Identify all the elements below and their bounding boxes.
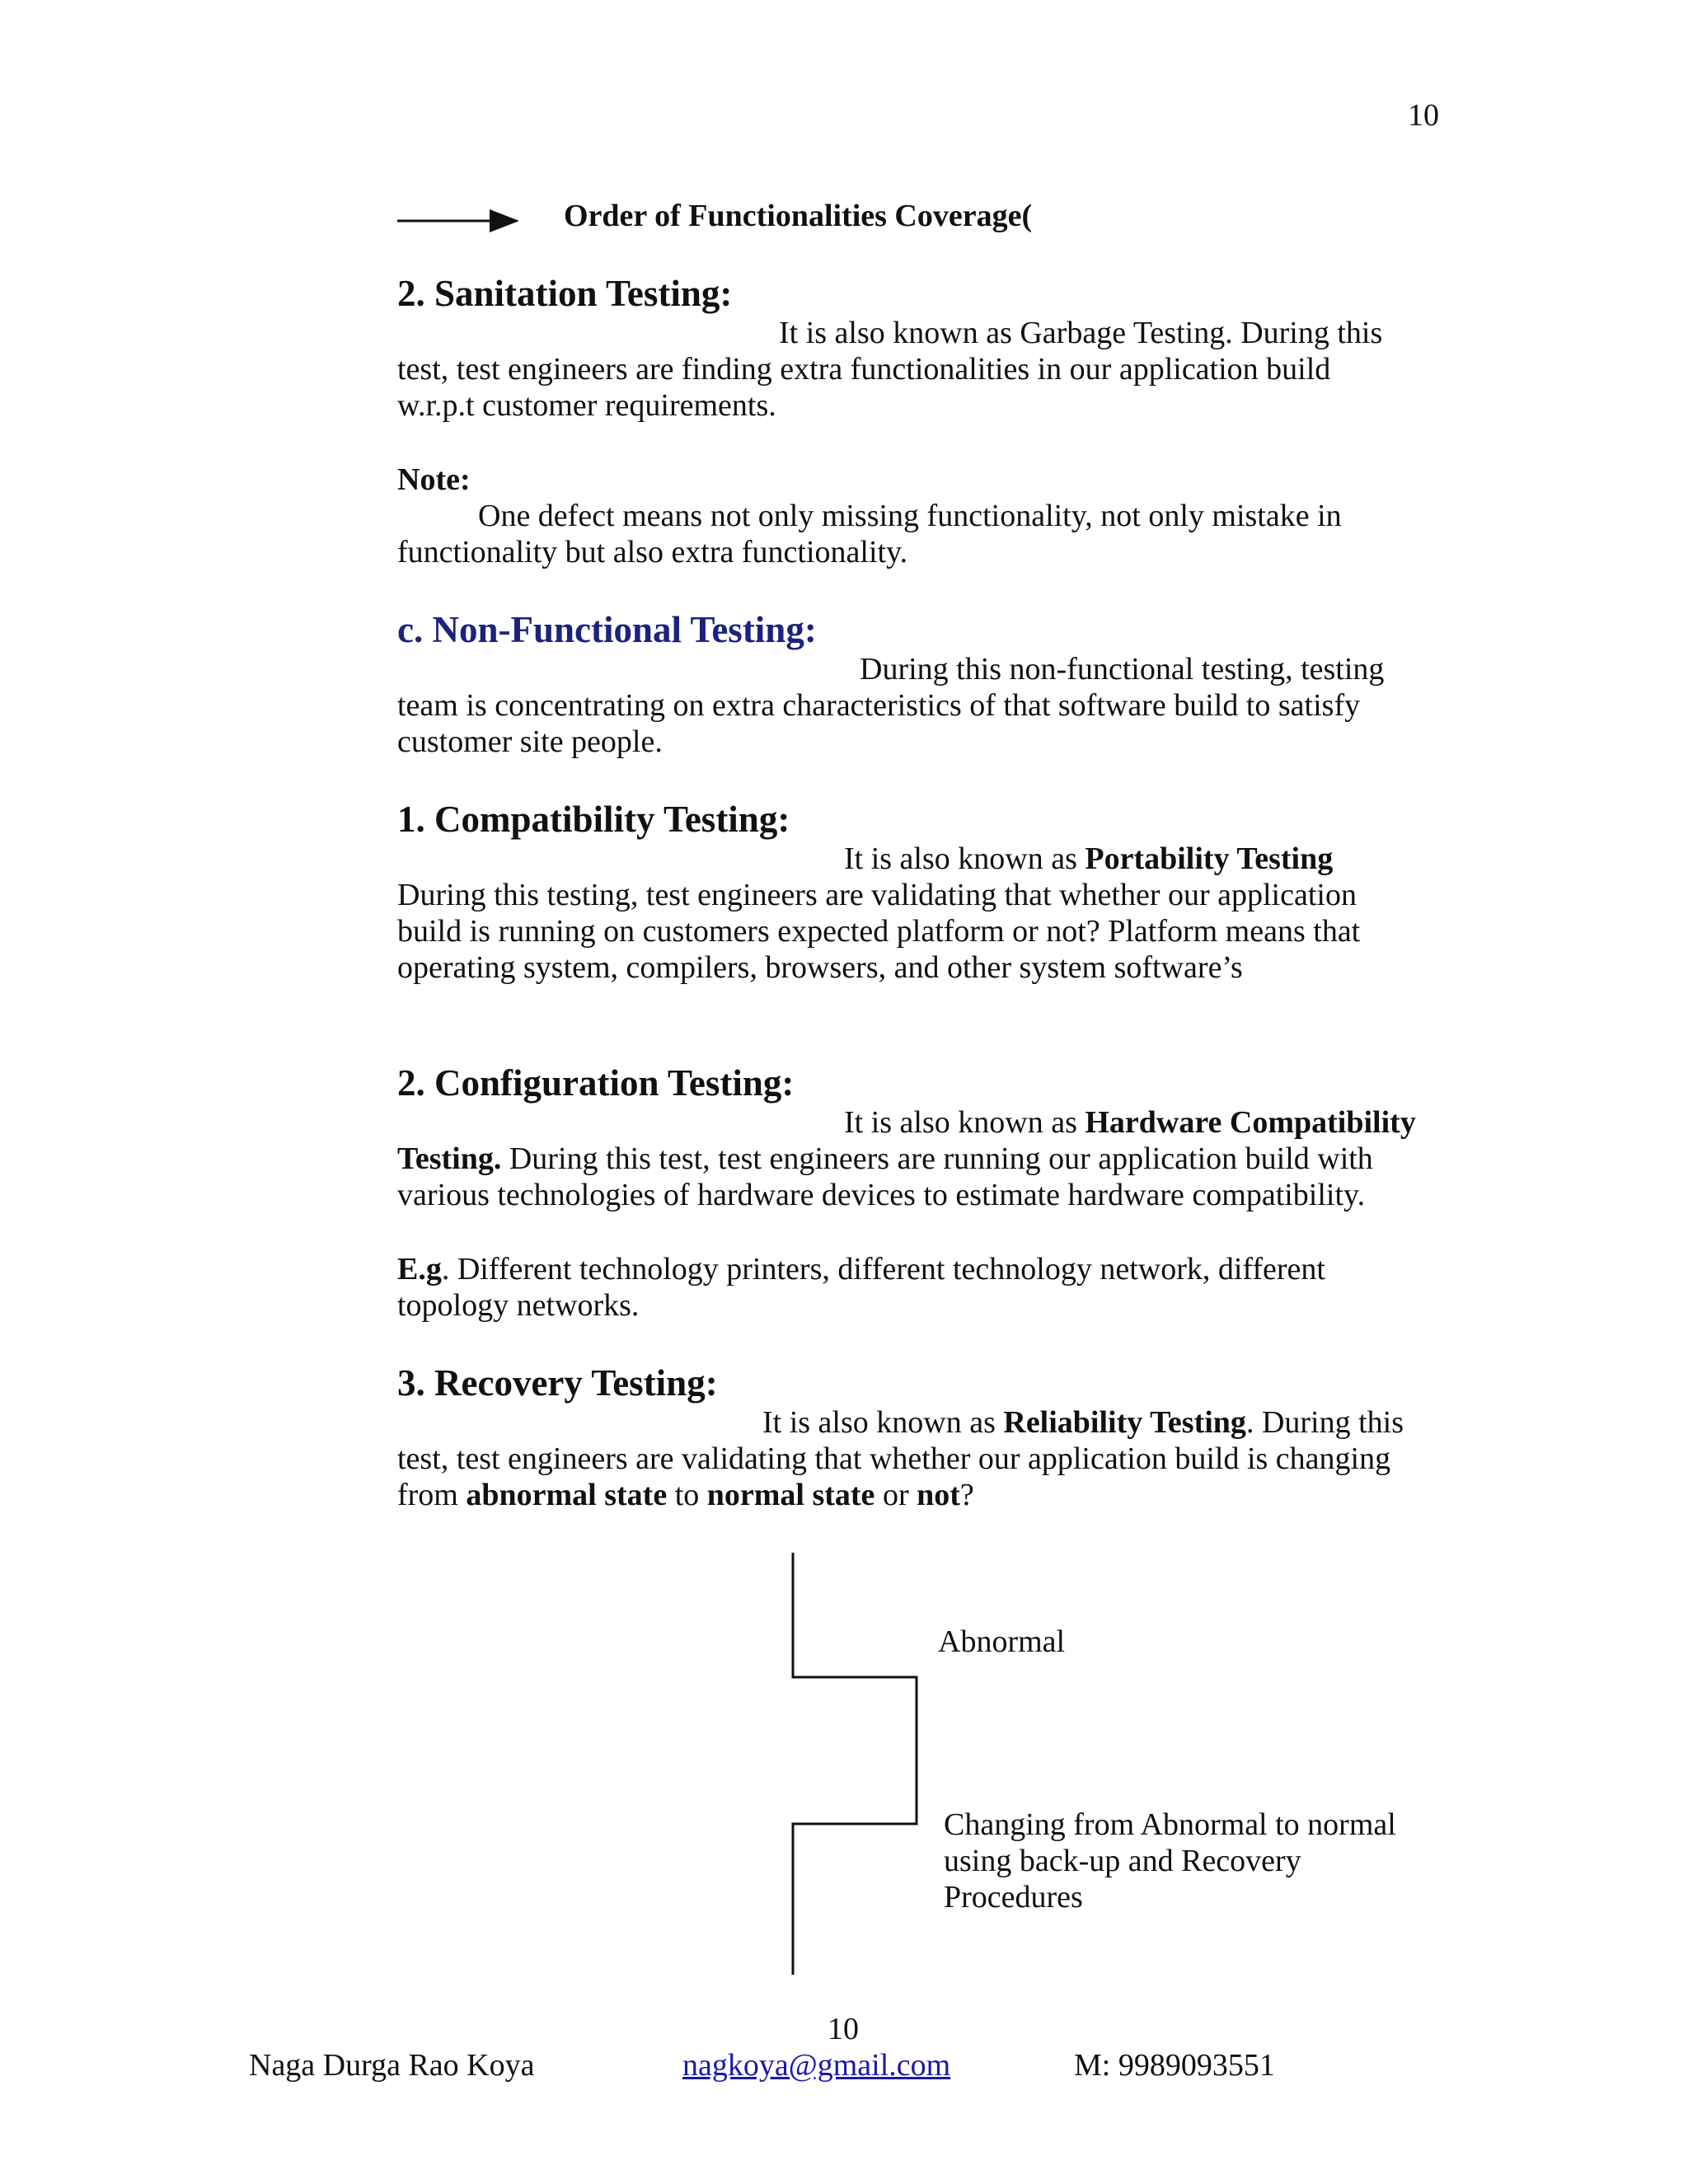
change-label-line-1: Changing from Abnormal to normal (944, 1807, 1396, 1842)
sanitation-line-3: w.r.p.t customer requirements. (397, 388, 776, 423)
portability-testing-term: Portability Testing (1085, 841, 1334, 876)
recovery-line-3: from abnormal state to normal state or not? (397, 1478, 974, 1512)
change-label-line-3: Procedures (944, 1880, 1083, 1915)
abnormal-label: Abnormal (938, 1624, 1066, 1659)
compatibility-line-2: During this testing, test engineers are validating that whether our application (397, 878, 1357, 912)
reliability-testing-term: Reliability Testing (1003, 1405, 1246, 1440)
recovery-line-2: test, test engineers are validating that whether our application build is changing (397, 1441, 1391, 1476)
configuration-line-3: various technologies of hardware devices to estimate hardware compatibility. (397, 1178, 1366, 1212)
footer-author: Naga Durga Rao Koya (249, 2048, 535, 2083)
hardware-compatibility-term: Hardware Compatibility (1085, 1105, 1416, 1140)
note-line-1: One defect means not only missing functionality, not only mistake in (478, 499, 1342, 533)
configuration-example-line-1: E.g. Different technology printers, different technology network, different (397, 1252, 1325, 1286)
footer-email-link[interactable]: nagkoya@gmail.com (682, 2048, 951, 2083)
recovery-line-1: It is also known as Reliability Testing. During this (762, 1405, 1404, 1440)
sanitation-line-2: test, test engineers are finding extra functionalities in our application build (397, 352, 1331, 387)
configuration-line-2: Testing. During this test, test engineers are running our application build with (397, 1141, 1373, 1176)
recovery-state-diagram (775, 1549, 940, 1978)
footer-phone: M: 9989093551 (1074, 2048, 1275, 2083)
compatibility-line-1: It is also known as Portability Testing (844, 841, 1334, 876)
configuration-heading: 2. Configuration Testing: (397, 1062, 795, 1104)
right-arrow-icon (397, 204, 521, 237)
compatibility-line-4: operating system, compilers, browsers, and other system software’s (397, 950, 1243, 985)
non-functional-heading: c. Non-Functional Testing: (397, 609, 817, 650)
note-line-2: functionality but also extra functionality. (397, 535, 908, 569)
compatibility-heading: 1. Compatibility Testing: (397, 799, 790, 840)
page-number-bottom: 10 (828, 2012, 859, 2046)
configuration-line-1: It is also known as Hardware Compatibility (844, 1105, 1416, 1140)
non-functional-line-1: During this non-functional testing, testing (860, 652, 1385, 687)
note-heading: Note: (397, 462, 471, 497)
sanitation-line-1: It is also known as Garbage Testing. During this (779, 316, 1383, 350)
configuration-example-line-2: topology networks. (397, 1288, 640, 1323)
compatibility-line-3: build is running on customers expected platform or not? Platform means that (397, 914, 1361, 949)
arrow-caption: Order of Functionalities Coverage( (564, 199, 1033, 233)
sanitation-heading: 2. Sanitation Testing: (397, 273, 733, 314)
recovery-heading: 3. Recovery Testing: (397, 1362, 718, 1404)
non-functional-line-3: customer site people. (397, 724, 663, 759)
page-number-top: 10 (1408, 98, 1439, 133)
non-functional-line-2: team is concentrating on extra characteristics of that software build to satisfy (397, 688, 1361, 723)
change-label-line-2: using back-up and Recovery (944, 1844, 1301, 1878)
